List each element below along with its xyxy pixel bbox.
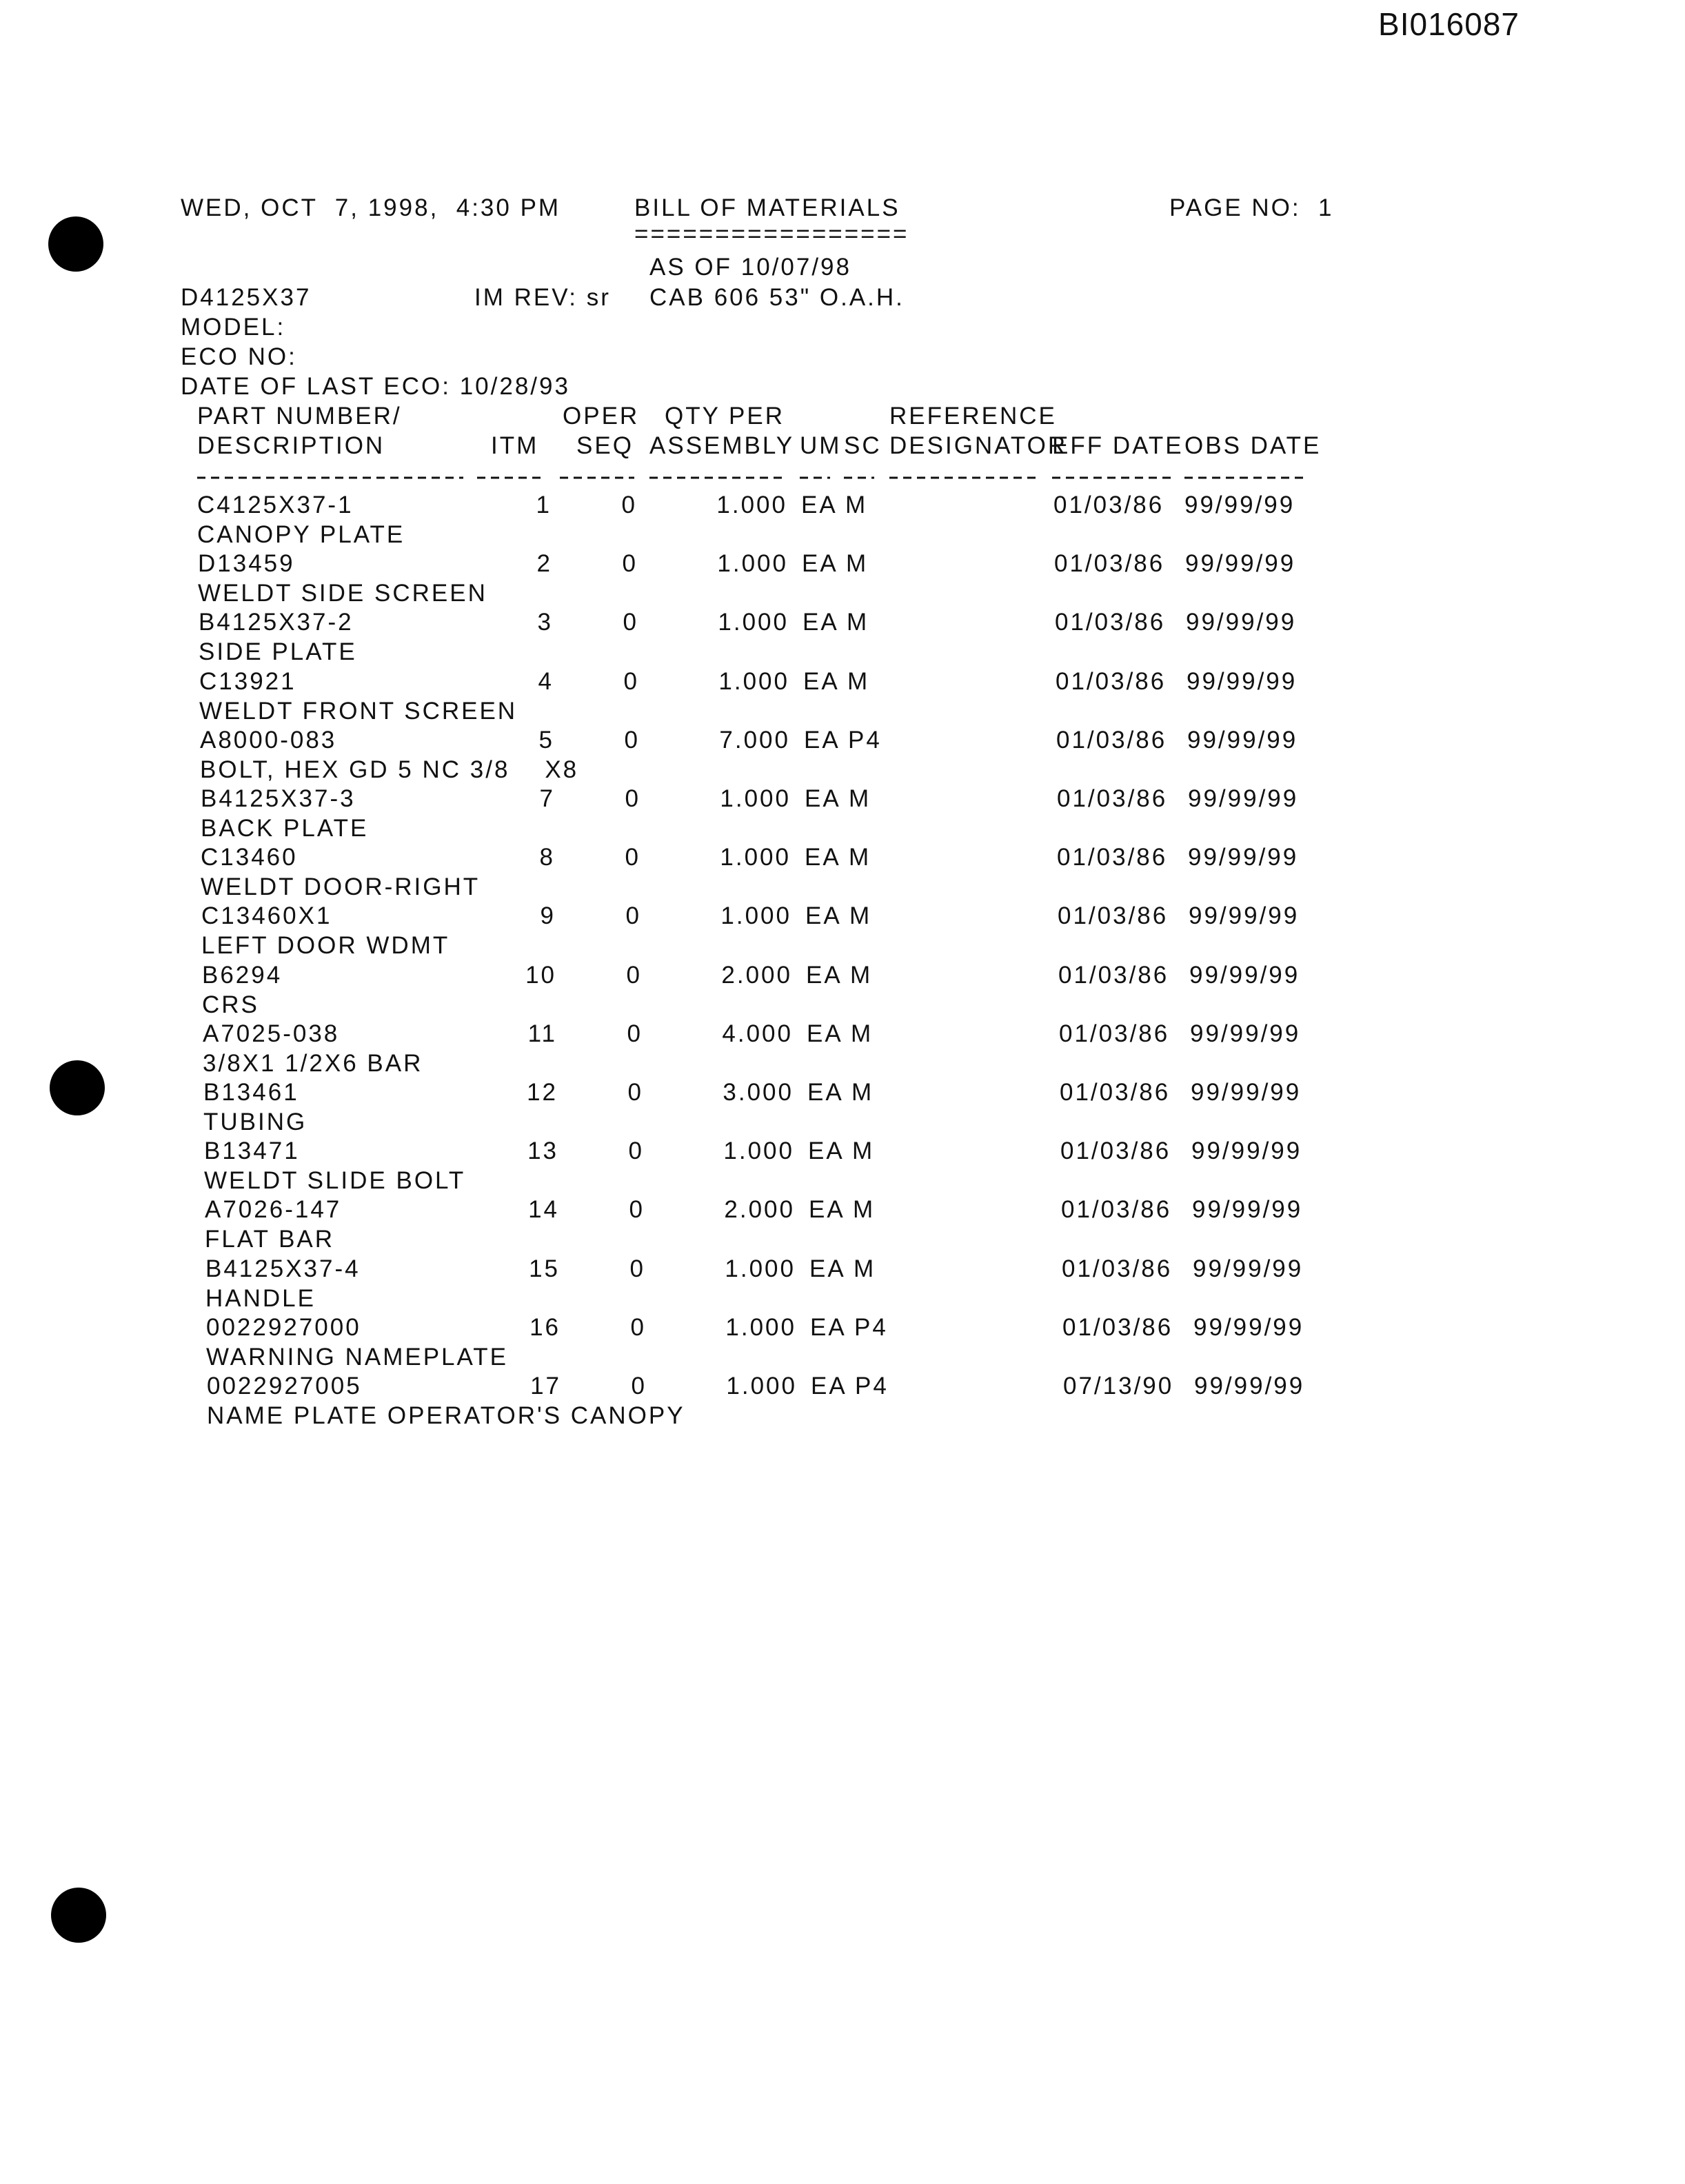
quantity-per-assembly: 7.000 [719,726,790,754]
obsolete-date: 99/99/99 [1193,1313,1304,1341]
item-number: 1 [536,492,552,518]
part-description: WARNING NAMEPLATE [206,1343,508,1371]
part-number: 0022927005 [207,1373,362,1399]
effective-date: 01/03/86 [1054,550,1165,578]
as-of-date: AS OF 10/07/98 [649,254,851,281]
last-eco-date: DATE OF LAST ECO: 10/28/93 [181,373,570,400]
quantity-per-assembly: 3.000 [723,1079,794,1106]
effective-date: 01/03/86 [1055,609,1166,636]
part-description: WELDT FRONT SCREEN [199,697,518,725]
item-number: 10 [525,961,556,989]
operation-sequence: 0 [623,609,638,636]
part-number: C4125X37-1 [197,492,354,518]
obsolete-date: 99/99/99 [1191,1138,1302,1165]
part-number: B4125X37-4 [205,1255,361,1282]
unit-of-measure: EA [803,609,839,636]
effective-date: 01/03/86 [1057,844,1168,871]
part-number: B13461 [203,1079,299,1106]
source-code: M [847,667,870,695]
source-code: M [853,1196,876,1224]
source-code: M [854,1255,876,1282]
item-number: 17 [530,1373,561,1399]
column-header-assembly: ASSEMBLY [649,432,795,459]
source-code: M [850,961,873,989]
column-header-oper: OPER [563,403,640,429]
obsolete-date: 99/99/99 [1189,902,1300,930]
model-label: MODEL: [181,314,286,341]
source-code: P4 [848,726,882,754]
effective-date: 07/13/90 [1063,1373,1174,1399]
obsolete-date: 99/99/99 [1194,1373,1305,1399]
quantity-per-assembly: 1.000 [725,1313,796,1341]
quantity-per-assembly: 1.000 [716,492,787,518]
item-number: 15 [529,1255,560,1282]
effective-date: 01/03/86 [1056,667,1167,695]
part-number: C13921 [199,667,296,695]
effective-date: 01/03/86 [1062,1313,1173,1341]
column-header-sc: SC [844,432,882,459]
quantity-per-assembly: 1.000 [720,844,791,871]
column-header-eff-date: EFF DATE [1052,432,1184,459]
punch-hole [50,1060,105,1115]
obsolete-date: 99/99/99 [1193,1255,1304,1282]
column-header-reference: REFERENCE [889,403,1057,429]
obsolete-date: 99/99/99 [1188,844,1299,871]
unit-of-measure: EA [810,1313,847,1341]
quantity-per-assembly: 4.000 [722,1020,793,1047]
operation-sequence: 0 [622,550,638,578]
operation-sequence: 0 [627,1079,643,1106]
unit-of-measure: EA [805,902,842,930]
effective-date: 01/03/86 [1057,785,1168,812]
obsolete-date: 99/99/99 [1188,785,1299,812]
source-code: M [846,550,869,578]
column-separator-dashes [0,467,1685,488]
part-description: NAME PLATE OPERATOR'S CANOPY [207,1402,685,1429]
unit-of-measure: EA [802,550,838,578]
operation-sequence: 0 [625,902,641,930]
operation-sequence: 0 [621,492,637,518]
operation-sequence: 0 [629,1255,645,1282]
column-header-obs-date: OBS DATE [1184,432,1322,459]
obsolete-date: 99/99/99 [1192,1196,1303,1224]
column-header-description: DESCRIPTION [197,432,385,459]
assembly-part-number: D4125X37 [181,284,312,311]
punch-hole [48,216,103,272]
obsolete-date: 99/99/99 [1185,550,1296,578]
quantity-per-assembly: 1.000 [726,1373,797,1399]
item-number: 9 [540,902,556,930]
part-description: WELDT SIDE SCREEN [198,580,487,607]
quantity-per-assembly: 1.000 [717,550,788,578]
part-description: WELDT SLIDE BOLT [204,1167,466,1195]
part-description: 3/8X1 1/2X6 BAR [203,1049,423,1077]
quantity-per-assembly: 1.000 [720,902,791,930]
eco-number-label: ECO NO: [181,343,297,370]
effective-date: 01/03/86 [1060,1079,1171,1106]
effective-date: 01/03/86 [1058,961,1169,989]
obsolete-date: 99/99/99 [1187,726,1298,754]
part-description: CRS [202,991,259,1018]
unit-of-measure: EA [807,1079,844,1106]
part-number: A7025-038 [203,1020,340,1047]
item-number: 11 [527,1020,557,1047]
source-code: M [851,1020,874,1047]
source-code: M [849,785,871,812]
unit-of-measure: EA [801,492,838,518]
source-code: P4 [855,1373,889,1399]
obsolete-date: 99/99/99 [1186,609,1297,636]
item-number: 2 [536,550,552,578]
unit-of-measure: EA [807,1020,843,1047]
page-number-label: PAGE NO: [1169,194,1301,221]
item-number: 14 [528,1196,559,1224]
effective-date: 01/03/86 [1062,1255,1173,1282]
effective-date: 01/03/86 [1060,1138,1171,1165]
operation-sequence: 0 [624,726,640,754]
part-description: BOLT, HEX GD 5 NC 3/8 X8 [200,756,579,783]
source-code: M [845,492,868,518]
effective-date: 01/03/86 [1059,1020,1170,1047]
operation-sequence: 0 [623,667,639,695]
item-number: 5 [538,726,554,754]
part-description: HANDLE [205,1284,316,1312]
unit-of-measure: EA [809,1196,845,1224]
part-number: B4125X37-3 [201,785,356,812]
operation-sequence: 0 [629,1196,645,1224]
item-number: 13 [527,1138,558,1165]
item-number: 3 [537,609,553,636]
operation-sequence: 0 [625,844,640,871]
source-code: M [852,1138,875,1165]
part-number: B4125X37-2 [199,609,354,636]
source-code: M [847,609,869,636]
part-number: B6294 [202,961,283,989]
document-id: BI016087 [1378,6,1520,42]
source-code: M [851,1079,874,1106]
item-number: 12 [527,1079,558,1106]
quantity-per-assembly: 1.000 [720,785,791,812]
effective-date: 01/03/86 [1053,492,1164,518]
part-number: D13459 [198,550,295,578]
title-underline: ================= [634,221,909,247]
assembly-description: CAB 606 53" O.A.H. [649,284,905,311]
column-header-designator: DESIGNATOR [889,432,1068,459]
part-number: B13471 [204,1138,300,1165]
punch-hole [51,1888,106,1943]
unit-of-measure: EA [809,1255,846,1282]
source-code: M [849,902,872,930]
effective-date: 01/03/86 [1056,726,1167,754]
effective-date: 01/03/86 [1058,902,1169,930]
report-title: BILL OF MATERIALS [634,194,900,221]
column-header-item: ITM [491,432,539,459]
part-description: BACK PLATE [201,815,369,842]
column-header-part-number: PART NUMBER/ [197,403,402,429]
obsolete-date: 99/99/99 [1191,1079,1302,1106]
obsolete-date: 99/99/99 [1189,961,1300,989]
im-revision: IM REV: sr [474,284,611,311]
unit-of-measure: EA [808,1138,845,1165]
quantity-per-assembly: 1.000 [723,1138,794,1165]
operation-sequence: 0 [631,1373,647,1399]
obsolete-date: 99/99/99 [1187,667,1298,695]
quantity-per-assembly: 1.000 [718,609,789,636]
quantity-per-assembly: 1.000 [725,1255,796,1282]
part-description: LEFT DOOR WDMT [201,932,450,960]
source-code: M [849,844,871,871]
operation-sequence: 0 [628,1138,644,1165]
part-description: FLAT BAR [205,1226,335,1253]
source-code: P4 [854,1313,888,1341]
column-header-seq: SEQ [576,432,634,459]
part-description: TUBING [203,1109,307,1135]
quantity-per-assembly: 2.000 [724,1196,795,1224]
item-number: 7 [539,785,555,812]
unit-of-measure: EA [805,785,841,812]
quantity-per-assembly: 2.000 [721,961,792,989]
unit-of-measure: EA [803,667,840,695]
item-number: 4 [538,667,554,695]
part-number: 0022927000 [206,1313,361,1341]
item-number: 16 [529,1313,561,1341]
quantity-per-assembly: 1.000 [718,667,789,695]
column-header-qty-per: QTY PER [665,403,785,429]
part-number: A8000-083 [200,726,337,754]
item-number: 8 [539,844,555,871]
obsolete-date: 99/99/99 [1184,492,1295,518]
operation-sequence: 0 [630,1313,646,1341]
unit-of-measure: EA [811,1373,847,1399]
report-datetime: WED, OCT 7, 1998, 4:30 PM [181,194,561,221]
effective-date: 01/03/86 [1061,1196,1172,1224]
obsolete-date: 99/99/99 [1190,1020,1301,1047]
part-number: C13460 [201,844,298,871]
part-number: A7026-147 [205,1196,342,1224]
operation-sequence: 0 [626,961,642,989]
unit-of-measure: EA [806,961,842,989]
column-header-um: UM [800,432,842,459]
page-number: 1 [1318,194,1334,221]
unit-of-measure: EA [805,844,841,871]
part-number: C13460X1 [201,902,332,930]
part-description: WELDT DOOR-RIGHT [201,873,481,901]
part-description: CANOPY PLATE [197,521,405,548]
operation-sequence: 0 [627,1020,643,1047]
unit-of-measure: EA [804,726,840,754]
part-description: SIDE PLATE [199,638,357,666]
operation-sequence: 0 [625,785,640,812]
